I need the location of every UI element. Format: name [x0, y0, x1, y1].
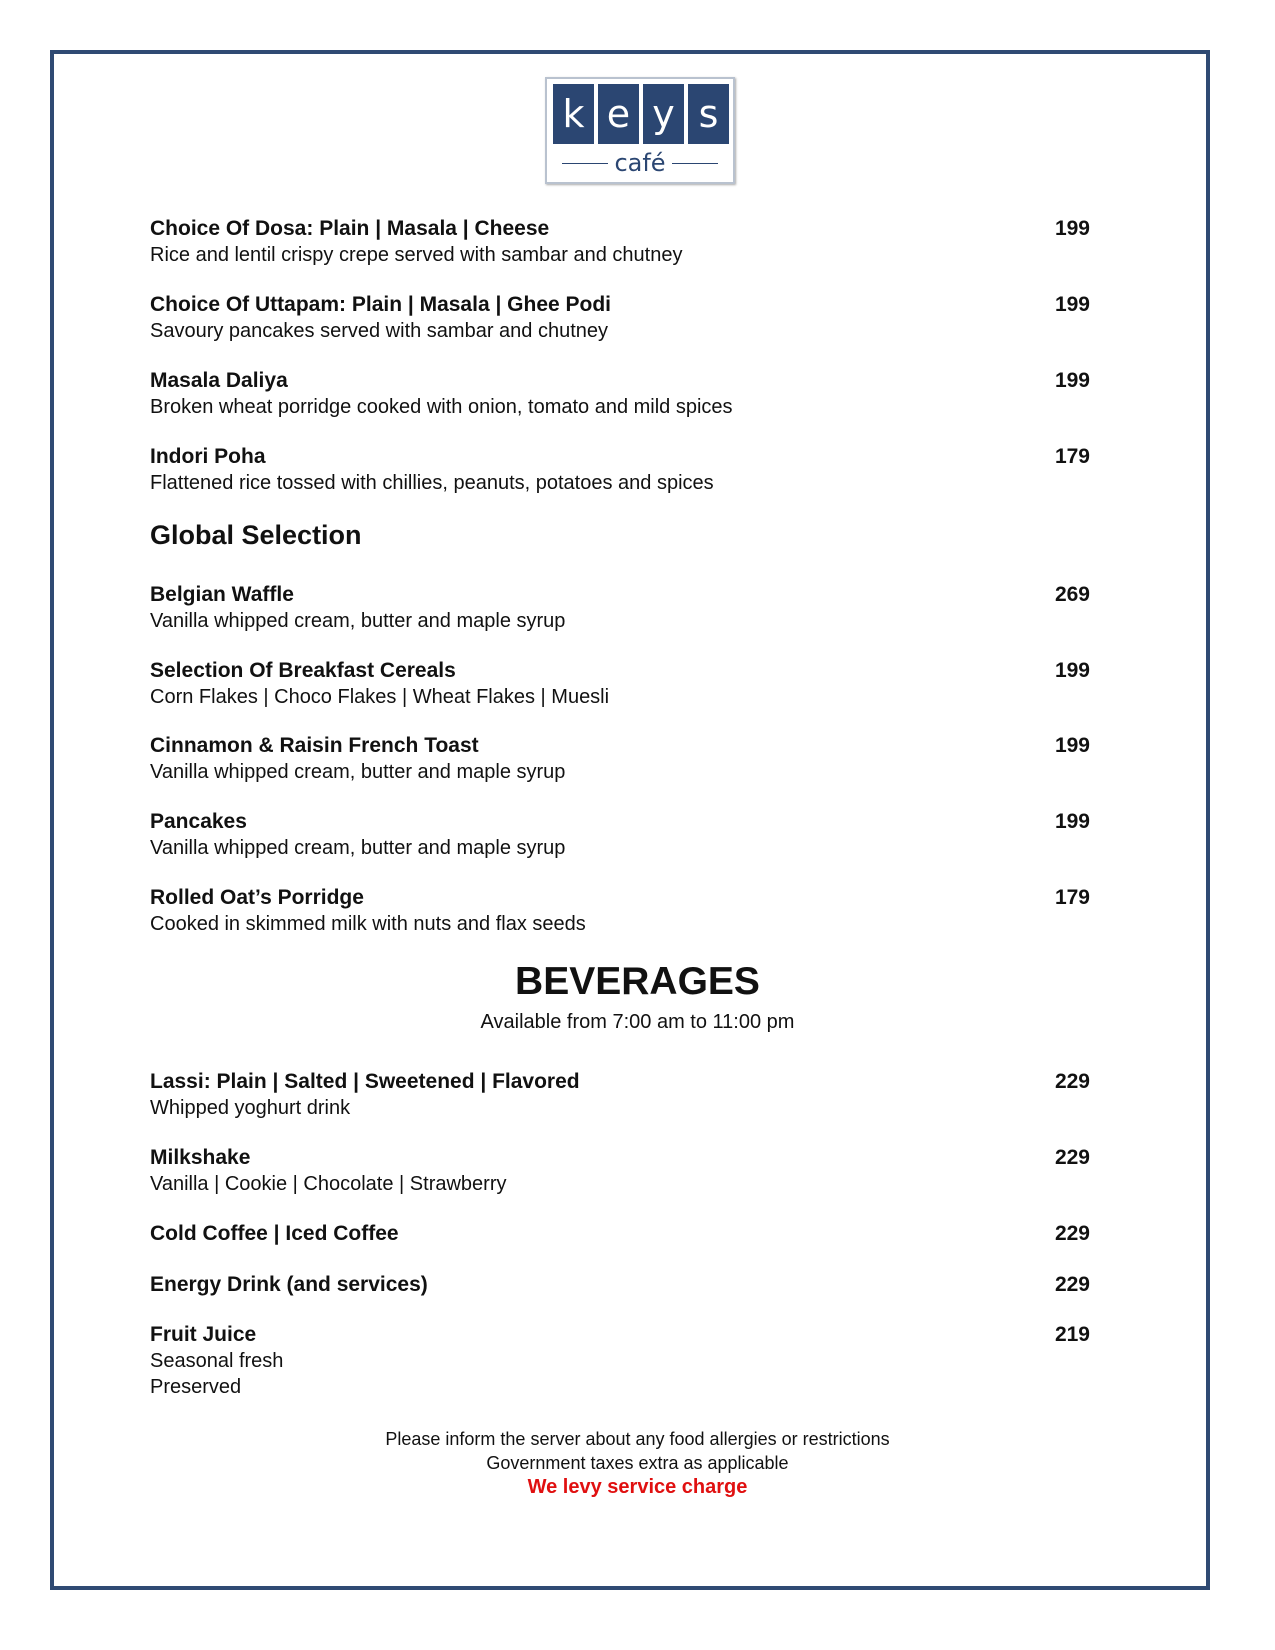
item-price: 179: [1054, 445, 1090, 468]
menu-item: [150, 1069, 1090, 1121]
item-description: Whipped yoghurt drink: [150, 1097, 351, 1119]
item-name: Choice Of Uttapam: Plain | Masala | Ghee Podi: [150, 293, 612, 316]
item-price: 229: [1054, 1273, 1090, 1296]
item-description: Corn Flakes | Choco Flakes | Wheat Flakes | Muesli: [150, 686, 610, 708]
item-price: 229: [1054, 1146, 1090, 1169]
item-price: 199: [1054, 810, 1090, 833]
item-name: Belgian Waffle: [150, 583, 294, 606]
menu-item: [150, 582, 1090, 634]
item-description: Vanilla whipped cream, butter and maple syrup: [150, 761, 566, 783]
item-description: Vanilla | Cookie | Chocolate | Strawberry: [150, 1173, 507, 1195]
item-description: Rice and lentil crispy crepe served with sambar and chutney: [150, 244, 683, 266]
item-name: Fruit Juice: [150, 1323, 257, 1346]
item-description: Flattened rice tossed with chillies, peanuts, potatoes and spices: [150, 472, 714, 494]
menu-item: [150, 733, 1090, 785]
logo-subtitle: café: [614, 149, 666, 177]
item-name: Indori Poha: [150, 445, 266, 468]
item-name: Cold Coffee | Iced Coffee: [150, 1222, 399, 1245]
footer-notes: [0, 1427, 1275, 1499]
logo-rule: [672, 163, 718, 164]
allergy-note: Please inform the server about any food allergies or restrictions: [385, 1429, 890, 1449]
item-price: 229: [1054, 1070, 1090, 1093]
item-name: Energy Drink (and services): [150, 1273, 428, 1296]
item-description: Savoury pancakes served with sambar and chutney: [150, 320, 609, 342]
menu-item: [150, 1322, 1090, 1400]
item-description: Cooked in skimmed milk with nuts and flax seeds: [150, 913, 586, 935]
item-name: Cinnamon & Raisin French Toast: [150, 734, 479, 757]
menu-item: [150, 292, 1090, 344]
item-name: Choice Of Dosa: Plain | Masala | Cheese: [150, 217, 550, 240]
item-description: Vanilla whipped cream, butter and maple syrup: [150, 837, 566, 859]
item-price: 269: [1054, 583, 1090, 606]
menu-item: [150, 1272, 1090, 1298]
item-price: 229: [1054, 1222, 1090, 1245]
item-price: 199: [1054, 369, 1090, 392]
item-price: 199: [1054, 659, 1090, 682]
item-price: 179: [1054, 886, 1090, 909]
menu-item: [150, 885, 1090, 937]
item-price: 199: [1054, 217, 1090, 240]
logo-letter: s: [688, 84, 729, 144]
item-name: Lassi: Plain | Salted | Sweetened | Flavored: [150, 1070, 580, 1093]
item-name: Masala Daliya: [150, 369, 288, 392]
item-price: 199: [1054, 293, 1090, 316]
item-name: Pancakes: [150, 810, 247, 833]
item-name: Selection Of Breakfast Cereals: [150, 659, 456, 682]
menu-item: [150, 368, 1090, 420]
item-name: Rolled Oat’s Porridge: [150, 886, 364, 909]
item-price: 199: [1054, 734, 1090, 757]
item-description: Seasonal fresh: [150, 1350, 284, 1372]
logo-letter: e: [598, 84, 639, 144]
menu-item: [150, 216, 1090, 268]
tax-note: Government taxes extra as applicable: [486, 1453, 789, 1473]
menu-item: [150, 1221, 1090, 1247]
item-description: Preserved: [150, 1376, 242, 1398]
menu-item: [150, 658, 1090, 710]
beverages-title: BEVERAGES: [515, 960, 760, 1003]
beverages-availability: Available from 7:00 am to 11:00 pm: [480, 1011, 795, 1033]
logo-rule: [562, 163, 608, 164]
item-price: 219: [1054, 1323, 1090, 1346]
item-description: Broken wheat porridge cooked with onion, tomato and mild spices: [150, 396, 733, 418]
service-charge-note: We levy service charge: [527, 1476, 748, 1498]
section-title: Global Selection: [150, 520, 362, 550]
keys-cafe-logo: [545, 77, 735, 184]
item-name: Milkshake: [150, 1146, 251, 1169]
menu-item: [150, 1145, 1090, 1197]
logo-letter: y: [643, 84, 684, 144]
item-description: Vanilla whipped cream, butter and maple syrup: [150, 610, 566, 632]
menu-item: [150, 444, 1090, 496]
menu-item: [150, 809, 1090, 861]
logo-letter: k: [553, 84, 594, 144]
